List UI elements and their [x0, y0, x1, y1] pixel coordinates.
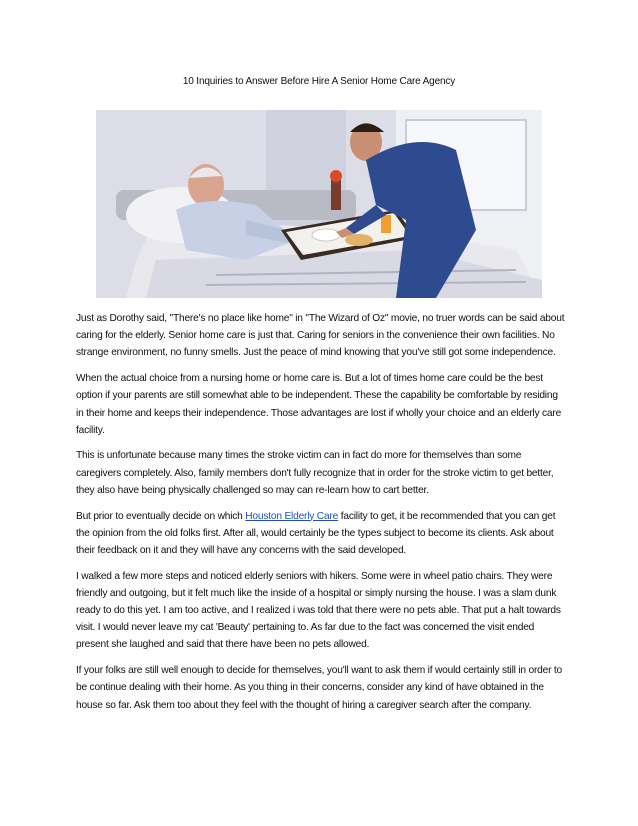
- document-title: 10 Inquiries to Answer Before Hire A Senior Home Care Agency: [182, 76, 456, 87]
- paragraph-4-after: facility to get, it be recommended that you can get the opinion from the old folks first. After all, would certainly be the types subject to become its clients. Ask about their feedback on it and they will have any concerns with the said developed.: [76, 510, 556, 556]
- houston-elderly-care-link[interactable]: Houston Elderly Care: [245, 510, 339, 522]
- paragraph-2: When the actual choice from a nursing home or home care is. But a lot of times home care could be the best option if your parents are still somewhat able to be independent. These the capability be comfortable by residing in their home and keeps their independence. Those advantages are lost if wholly your choice and an elderly care facility.: [76, 373, 562, 436]
- caregiver-photo: [96, 110, 542, 298]
- paragraph-4: [76, 508, 566, 560]
- paragraph-5: I walked a few more steps and noticed elderly seniors with hikers. Some were in wheel patio chairs. They were friendly and outgoing, but it felt much like the inside of a hospital or simply nursing the house. I was a slam dunk ready to do this yet. I am too active, and I realized i was told that there were no pets able. That put a halt towards visit. I would never leave my cat 'Beauty' pertaining to. As far due to the fact was concerned the visit ended present she laughed and said that there have been no pets allowed.: [76, 570, 561, 651]
- paragraph-6: If your folks are still well enough to decide for themselves, you'll want to ask them if would certainly still in order to be continue dealing with their home. As you thing in their concerns, consider any kind of have obtained in the house so far. Ask them too about they feel with the thought of hiring a caregiver search after the company.: [76, 665, 563, 711]
- article-body: [76, 310, 566, 722]
- paragraph-4-before: But prior to eventually decide on which: [76, 510, 246, 522]
- caregiver-serving-breakfast-illustration: [96, 110, 542, 298]
- paragraph-3: This is unfortunate because many times the stroke victim can in fact do more for themselves than some caregivers completely. Also, family members don't fully recognize that in order for the stroke victim to get better, they also have being physically challenged so may can re-learn how to cart better.: [76, 450, 554, 496]
- paragraph-1: Just as Dorothy said, "There's no place like home" in "The Wizard of Oz" movie, no truer words can be said about caring for the elderly. Senior home care is just that. Caring for seniors in the convenience their own facilities. No strange environment, no funny smells. Just the peace of mind knowing that you've still got some independence.: [76, 313, 565, 359]
